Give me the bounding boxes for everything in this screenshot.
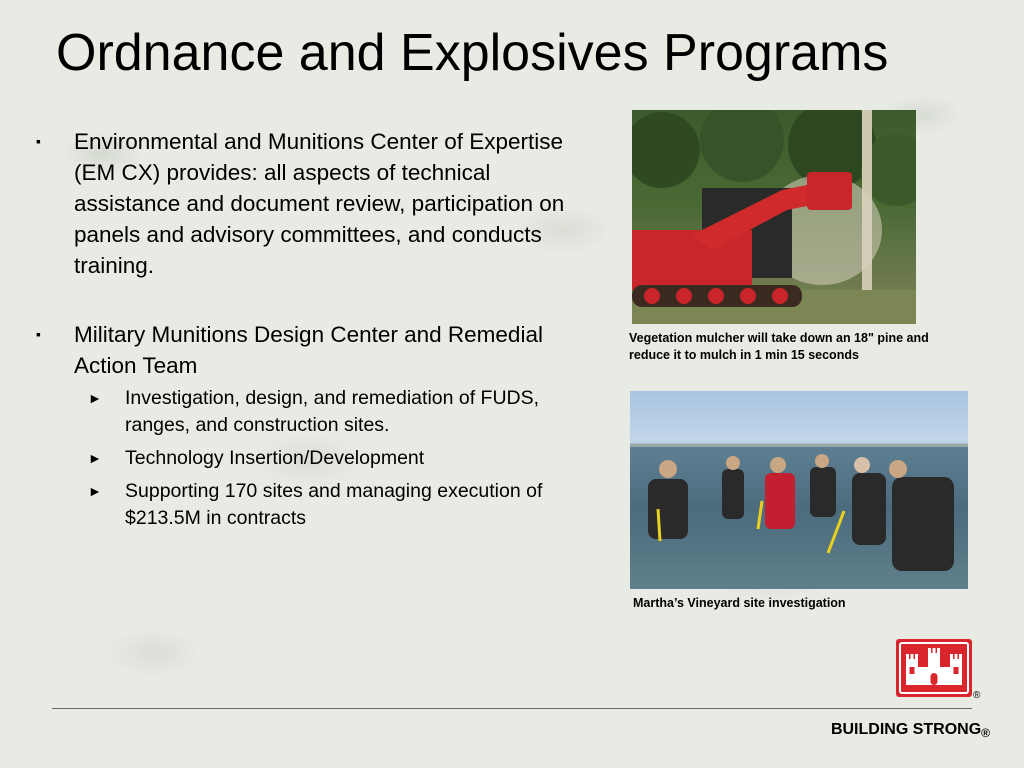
triangle-bullet-icon: ► [88,450,102,466]
footer-divider [52,708,972,709]
slide-title: Ordnance and Explosives Programs [56,24,889,82]
site-investigation-photo [630,391,968,589]
mulcher-photo [632,110,916,324]
sub-bullet-item [88,385,576,439]
sub-bullet-text: Technology Insertion/Development [125,447,425,469]
mulcher-caption: Vegetation mulcher will take down an 18" pine and reduce it to mulch in 1 min 15 seconds [629,331,929,362]
registered-mark: ® [973,690,981,701]
square-bullet-icon: ▪ [36,133,41,149]
site-investigation-caption: Martha’s Vineyard site investigation [633,596,846,610]
bullet-item [36,319,576,381]
triangle-bullet-icon: ► [88,390,102,406]
bullet-item [36,126,576,281]
triangle-bullet-icon: ► [88,483,102,499]
square-bullet-icon: ▪ [36,326,41,342]
bullet-list [36,126,576,538]
bullet-text: Environmental and Munitions Center of Expertise (EM CX) provides: all aspects of technical assistance and document review, participation on panels and advisory committees, and conducts training. [74,129,565,278]
sub-bullet-text: Supporting 170 sites and managing execution of $213.5M in contracts [125,480,543,529]
footer-brand: BUILDING $STRONG_®$ [830,721,990,740]
sub-bullet-list [88,385,576,532]
sub-bullet-item [88,478,576,532]
castle-icon [896,639,972,697]
sub-bullet-text: Investigation, design, and remediation of FUDS, ranges, and construction sites. [125,387,540,436]
sub-bullet-item [88,445,576,472]
registered-mark: ® [981,726,990,740]
bullet-text: Military Munitions Design Center and Remedial Action Team [74,322,543,378]
